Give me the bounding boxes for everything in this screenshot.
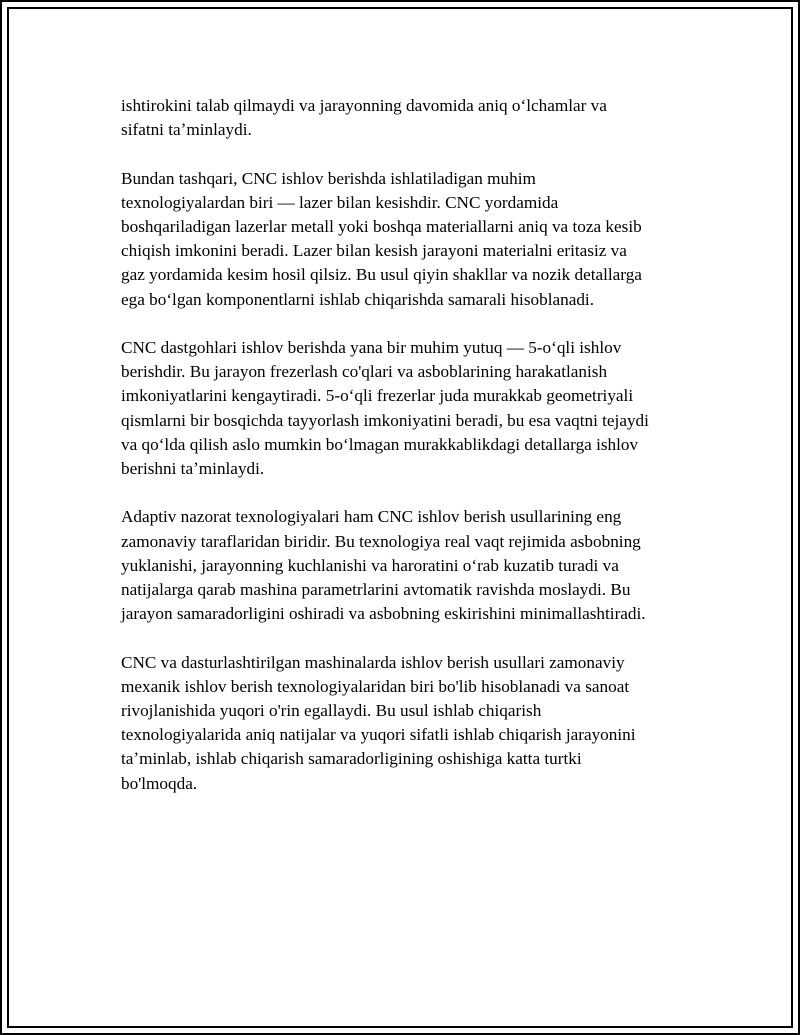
text-line: texnologiyalarida aniq natijalar va yuqori sifatli ishlab chiqarish jarayonini: [121, 725, 636, 745]
text-line: zamonaviy taraflaridan biridir. Bu texnologiya real vaqt rejimida asbobning: [121, 531, 641, 551]
text-line: qismlarni bir bosqichda tayyorlash imkoniyatini beradi, bu esa vaqtni tejaydi: [121, 410, 649, 430]
text-line: mexanik ishlov berish texnologiyalaridan biri bo'lib hisoblanadi va sanoat: [121, 676, 630, 696]
document-body: [121, 94, 711, 820]
text-line: gaz yordamida kesim hosil qilsiz. Bu usul qiyin shakllar va nozik detallarga: [121, 265, 642, 285]
text-line: chiqish imkonini beradi. Lazer bilan kesish jarayoni materialni eritasiz va: [121, 241, 627, 261]
paragraph: [121, 94, 711, 142]
text-line: ishtirokini talab qilmaydi va jarayonning davomida aniq oʻlchamlar va: [121, 96, 607, 115]
text-line: sifatni taʼminlaydi.: [121, 120, 252, 140]
text-line: jarayon samaradorligini oshiradi va asbobning eskirishini minimallashtiradi.: [121, 604, 646, 624]
text-line: CNC dastgohlari ishlov berishda yana bir muhim yutuq — 5-oʻqli ishlov: [121, 338, 622, 357]
paragraph: [121, 336, 711, 481]
text-line: berishdir. Bu jarayon frezerlash co'qlari va asboblarining harakatlanish: [121, 362, 608, 382]
text-line: Adaptiv nazorat texnologiyalari ham CNC ishlov berish usullarining eng: [121, 507, 622, 527]
text-line: texnologiyalardan biri — lazer bilan kesishdir. CNC yordamida: [121, 192, 559, 212]
text-line: taʼminlab, ishlab chiqarish samaradorligining oshishiga katta turtki: [121, 749, 582, 769]
text-line: yuklanishi, jarayonning kuchlanishi va haroratini oʻrab kuzatib turadi va: [121, 555, 619, 575]
paragraph: [121, 167, 711, 312]
text-line: natijalarga qarab mashina parametrlarini avtomatik ravishda moslaydi. Bu: [121, 580, 631, 600]
text-line: rivojlanishida yuqori o'rin egallaydi. Bu usul ishlab chiqarish: [121, 701, 542, 721]
text-line: CNC va dasturlashtirilgan mashinalarda ishlov berish usullari zamonaviy: [121, 652, 625, 672]
paragraph: [121, 505, 711, 626]
text-line: va qoʻlda qilish aslo mumkin boʻlmagan murakkablikdagi detallarga ishlov: [121, 434, 639, 454]
text-line: boshqariladigan lazerlar metall yoki boshqa materiallarni aniq va toza kesib: [121, 217, 642, 236]
text-line: bo'lmoqda.: [121, 773, 198, 793]
paragraph: [121, 651, 711, 796]
text-line: berishni taʼminlaydi.: [121, 459, 265, 479]
text-line: Bundan tashqari, CNC ishlov berishda ishlatiladigan muhim: [121, 168, 536, 188]
text-line: imkoniyatlarini kengaytiradi. 5-oʻqli frezerlar juda murakkab geometriyali: [121, 386, 634, 406]
text-line: ega boʻlgan komponentlarni ishlab chiqarishda samarali hisoblanadi.: [121, 289, 595, 309]
